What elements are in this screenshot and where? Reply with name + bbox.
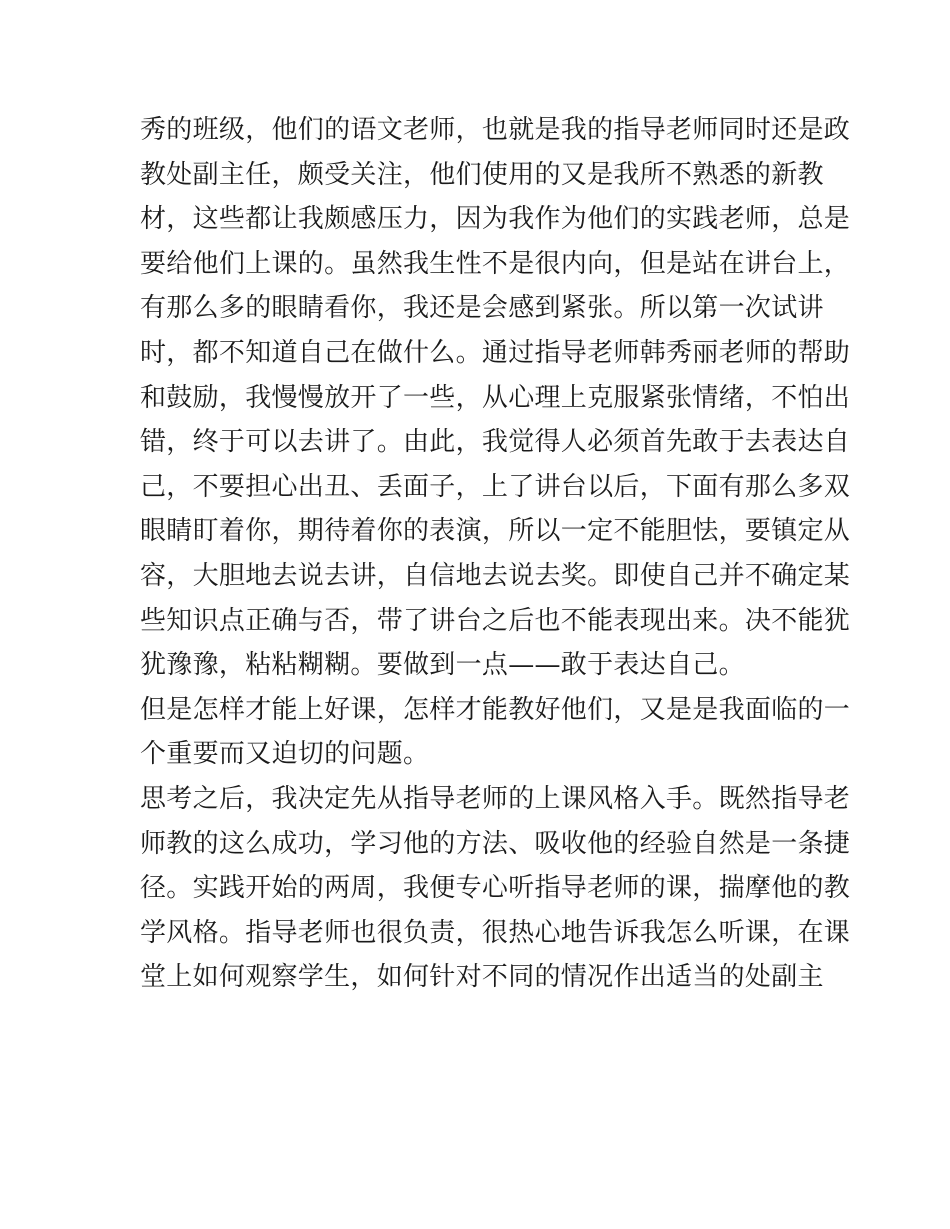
text-line: 有那么多的眼睛看你，我还是会感到紧张。所以第一次试讲 [140,293,824,324]
text-line: 学风格。指导老师也很负责，很热心地告诉我怎么听课，在课 [140,917,851,948]
text-line: 和鼓励，我慢慢放开了一些，从心理上克服紧张情绪，不怕出 [140,382,851,413]
text-line: 思考之后，我决定先从指导老师的上课风格入手。既然指导老 [140,783,851,814]
text-line: 错，终于可以去讲了。由此，我觉得人必须首先敢于去表达自 [140,427,851,458]
text-line: 时，都不知道自己在做什么。通过指导老师韩秀丽老师的帮助 [140,337,851,368]
text-line: 要给他们上课的。虽然我生性不是很内向，但是站在讲台上， [140,248,851,279]
text-line: 己，不要担心出丑、丢面子，上了讲台以后，下面有那么多双 [140,471,851,502]
text-line: 材，这些都让我颇感压力，因为我作为他们的实践老师，总是 [140,204,851,235]
text-line: 犹豫豫，粘粘糊糊。要做到一点——敢于表达自己。 [140,650,745,681]
text-line: 些知识点正确与否，带了讲台之后也不能表现出来。决不能犹 [140,605,851,636]
text-line: 容，大胆地去说去讲，自信地去说去奖。即使自己并不确定某 [140,560,851,591]
text-line: 眼睛盯着你，期待着你的表演，所以一定不能胆怯，要镇定从 [140,516,851,547]
text-line: 径。实践开始的两周，我便专心听指导老师的课，揣摩他的教 [140,873,851,904]
document-body [140,108,851,1000]
text-line: 师教的这么成功，学习他的方法、吸收他的经验自然是一条捷 [140,828,851,859]
text-line: 秀的班级，他们的语文老师，也就是我的指导老师同时还是政 [140,115,851,145]
text-line: 但是怎样才能上好课，怎样才能教好他们，又是是我面临的一 [140,694,851,725]
text-line: 堂上如何观察学生，如何针对不同的情况作出适当的处副主 [140,962,824,993]
text-line: 个重要而又迫切的问题。 [140,739,430,770]
text-line: 教处副主任，颇受关注，他们使用的又是我所不熟悉的新教 [140,159,824,190]
